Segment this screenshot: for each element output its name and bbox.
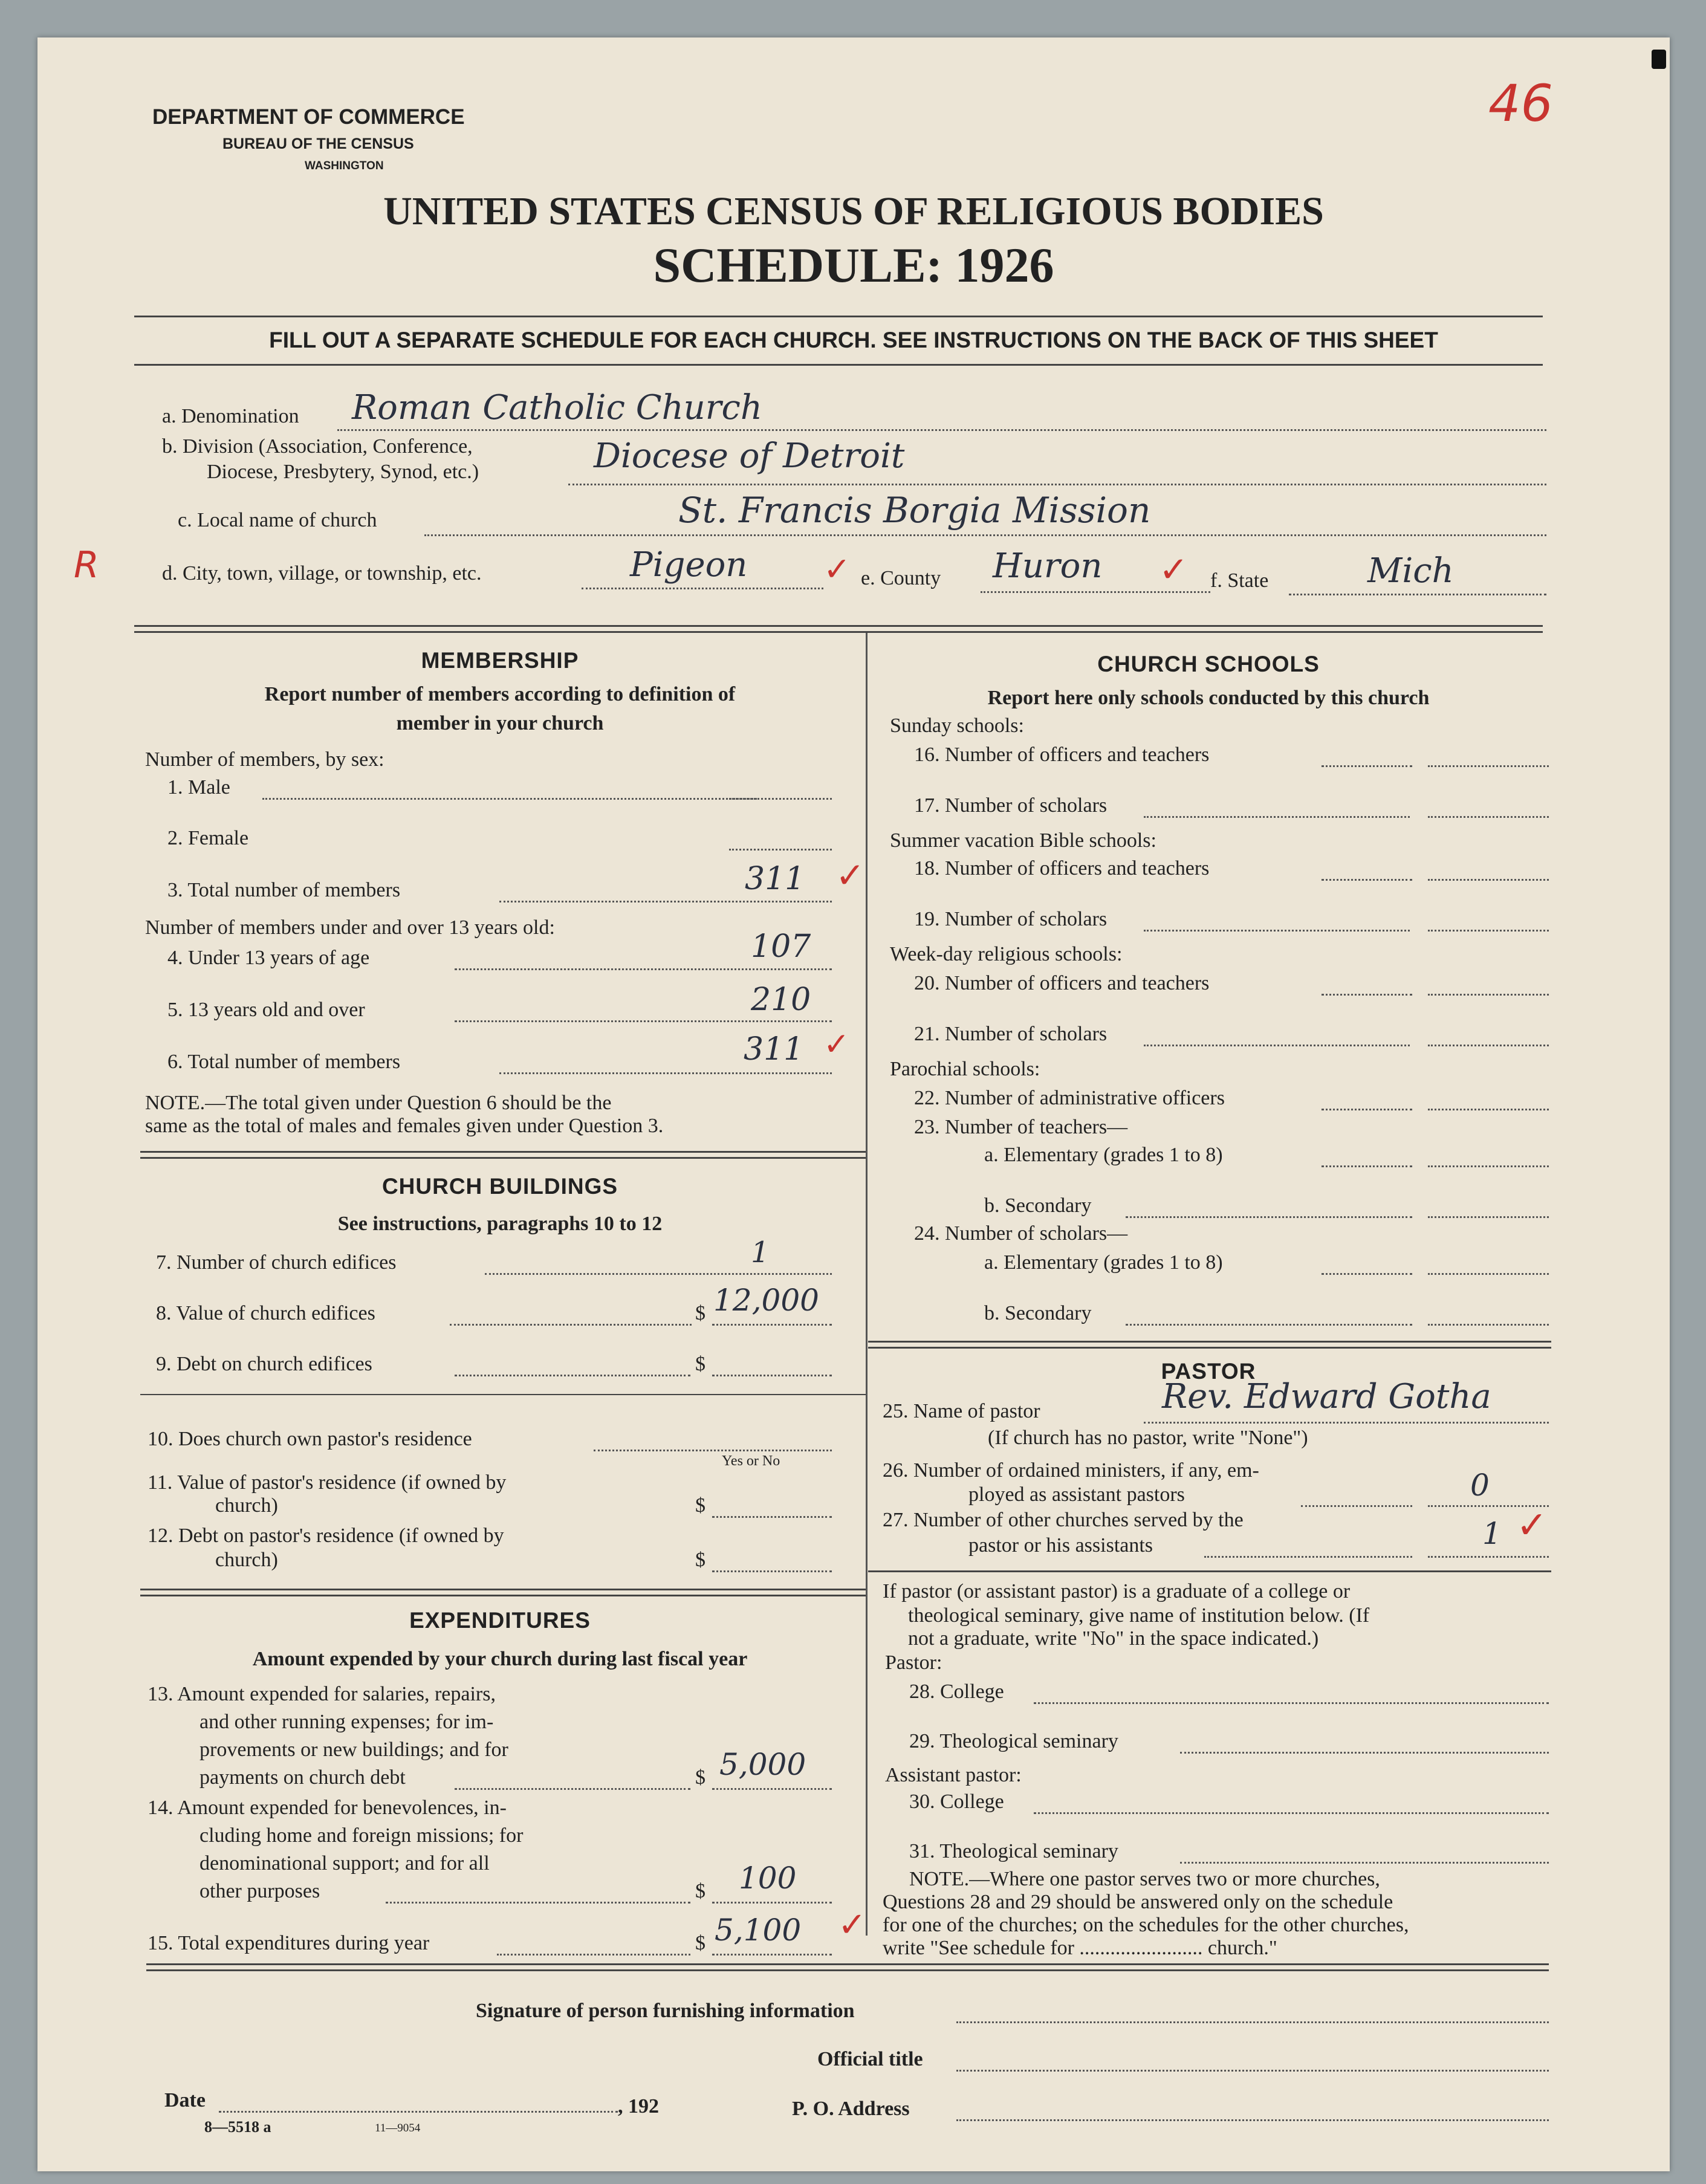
- signature-label: Signature of person furnishing information: [476, 2000, 855, 2022]
- q27-field[interactable]: [1428, 1556, 1549, 1558]
- membership-note-1: NOTE.—The total given under Question 6 should be the: [145, 1092, 612, 1114]
- q12-dollar: $: [695, 1549, 705, 1571]
- official-title-field[interactable]: [956, 2070, 1549, 2072]
- local-name-value: St. Francis Borgia Mission: [678, 490, 1151, 531]
- q9-dollar: $: [695, 1353, 705, 1375]
- by-sex-label: Number of members, by sex:: [145, 748, 384, 771]
- q15-dollar: $: [695, 1932, 705, 1954]
- divider: [868, 1570, 1551, 1572]
- q1-field[interactable]: [729, 798, 832, 800]
- q25-field[interactable]: [1144, 1422, 1549, 1424]
- q25-value: Rev. Edward Gotha: [1162, 1377, 1491, 1416]
- q21-leader: [1144, 1045, 1410, 1046]
- q19-label: 19. Number of scholars: [914, 908, 1108, 930]
- q9-label: 9. Debt on church edifices: [156, 1353, 372, 1375]
- q26-label-1: 26. Number of ordained ministers, if any, em-: [883, 1459, 1259, 1482]
- form-subtitle: SCHEDULE: 1926: [653, 238, 1054, 293]
- divider: [140, 1589, 866, 1590]
- q7-value: 1: [751, 1236, 770, 1269]
- membership-intro-1: Report number of members according to definition of: [264, 683, 736, 705]
- division-field[interactable]: [568, 484, 1546, 485]
- schools-sub: Report here only schools conducted by this church: [987, 687, 1430, 709]
- check-mark: ✓: [1516, 1503, 1548, 1547]
- q13-label-3: provements or new buildings; and for: [199, 1738, 508, 1761]
- graduate-note-3: not a graduate, write "No" in the space indicated.): [908, 1627, 1319, 1650]
- divider: [140, 1157, 866, 1159]
- q11-label-2: church): [215, 1494, 278, 1517]
- pastor-sub-label: Pastor:: [885, 1651, 942, 1674]
- q1-label: 1. Male: [167, 776, 230, 799]
- city-label: WASHINGTON: [305, 160, 384, 172]
- q27-label-1: 27. Number of other churches served by the: [883, 1509, 1244, 1531]
- graduate-note-2: theological seminary, give name of institution below. (If: [908, 1604, 1370, 1627]
- divider: [134, 631, 1543, 633]
- q4-label: 4. Under 13 years of age: [167, 947, 370, 969]
- check-mark: ✓: [838, 1905, 866, 1945]
- q21-field[interactable]: [1428, 1045, 1549, 1046]
- census-schedule-sheet: [37, 37, 1670, 2171]
- q14-value: 100: [739, 1861, 797, 1896]
- bureau-label: BUREAU OF THE CENSUS: [222, 135, 414, 152]
- q8-value: 12,000: [713, 1283, 819, 1318]
- page-number: 46: [1488, 74, 1553, 133]
- q13-leader: [455, 1788, 690, 1790]
- q29-field[interactable]: [1180, 1752, 1549, 1754]
- q12-field[interactable]: [712, 1570, 832, 1572]
- q7-field[interactable]: [485, 1273, 832, 1275]
- schools-title: CHURCH SCHOOLS: [1097, 652, 1320, 676]
- q16-field[interactable]: [1428, 765, 1549, 767]
- divider: [134, 364, 1543, 366]
- q12-label-2: church): [215, 1549, 278, 1571]
- q8-leader: [450, 1324, 692, 1326]
- q24b-field[interactable]: [1428, 1324, 1549, 1326]
- q4-field[interactable]: [455, 968, 832, 970]
- city-town-value: Pigeon: [630, 545, 748, 585]
- membership-title: MEMBERSHIP: [421, 648, 579, 673]
- city-town-field[interactable]: [582, 588, 823, 589]
- denomination-label: a. Denomination: [162, 405, 299, 427]
- q20-leader: [1322, 994, 1412, 996]
- q30-field[interactable]: [1034, 1812, 1549, 1814]
- q20-field[interactable]: [1428, 994, 1549, 996]
- department-label: DEPARTMENT OF COMMERCE: [152, 105, 465, 129]
- q15-label: 15. Total expenditures during year: [148, 1932, 430, 1954]
- q18-leader: [1322, 879, 1412, 881]
- membership-note-2: same as the total of males and females given under Question 3.: [145, 1115, 664, 1137]
- q20-label: 20. Number of officers and teachers: [914, 972, 1210, 994]
- q27-value: 1: [1482, 1516, 1502, 1551]
- q8-label: 8. Value of church edifices: [156, 1302, 375, 1324]
- po-address-label: P. O. Address: [792, 2098, 910, 2120]
- q9-leader: [455, 1375, 690, 1376]
- q31-field[interactable]: [1180, 1862, 1549, 1864]
- check-mark: ✓: [1159, 549, 1189, 590]
- q1-leader: [262, 798, 757, 800]
- q8-dollar: $: [695, 1302, 705, 1324]
- weekday-label: Week-day religious schools:: [890, 943, 1123, 965]
- divider: [146, 1969, 1549, 1971]
- q26-leader: [1301, 1505, 1412, 1507]
- check-mark: ✓: [823, 550, 851, 588]
- q27-label-2: pastor or his assistants: [968, 1534, 1153, 1557]
- q26-label-2: ployed as assistant pastors: [968, 1483, 1185, 1506]
- pastor-note-4: write "See schedule for ........................ church.": [883, 1937, 1277, 1959]
- check-mark: ✓: [823, 1026, 850, 1063]
- q14-dollar: $: [695, 1880, 705, 1902]
- denomination-value: Roman Catholic Church: [352, 388, 762, 427]
- assistant-sub-label: Assistant pastor:: [885, 1764, 1022, 1786]
- q6-label: 6. Total number of members: [167, 1051, 401, 1073]
- q13-value: 5,000: [719, 1747, 806, 1782]
- q6-value: 311: [744, 1031, 804, 1068]
- q24a-leader: [1322, 1273, 1412, 1275]
- divider: [140, 1394, 866, 1395]
- buildings-title: CHURCH BUILDINGS: [381, 1174, 618, 1199]
- q16-label: 16. Number of officers and teachers: [914, 744, 1210, 766]
- punch-mark: [1652, 50, 1666, 69]
- date-label: Date: [164, 2089, 206, 2111]
- parochial-label: Parochial schools:: [890, 1058, 1040, 1080]
- q31-label: 31. Theological seminary: [909, 1840, 1118, 1862]
- expenditures-sub: Amount expended by your church during last fiscal year: [252, 1648, 748, 1670]
- q14-leader: [386, 1902, 690, 1904]
- q24b-label: b. Secondary: [984, 1302, 1092, 1324]
- q23a-label: a. Elementary (grades 1 to 8): [984, 1144, 1223, 1166]
- q17-field[interactable]: [1428, 816, 1549, 818]
- divider: [140, 1595, 866, 1596]
- q2-field[interactable]: [729, 849, 832, 851]
- division-label-1: b. Division (Association, Conference,: [162, 435, 473, 458]
- q24b-leader: [1126, 1324, 1412, 1326]
- q22-field[interactable]: [1428, 1109, 1549, 1110]
- q5-field[interactable]: [455, 1020, 832, 1022]
- q25-note: (If church has no pastor, write "None"): [988, 1427, 1308, 1449]
- divider: [134, 316, 1543, 317]
- denomination-field[interactable]: [337, 429, 1546, 431]
- q21-label: 21. Number of scholars: [914, 1023, 1108, 1045]
- divider: [146, 1963, 1549, 1965]
- check-mark: ✓: [835, 855, 865, 896]
- local-name-label: c. Local name of church: [178, 509, 377, 531]
- q24-label: 24. Number of scholars—: [914, 1222, 1128, 1245]
- date-field[interactable]: [219, 2111, 618, 2113]
- divider: [134, 625, 1543, 627]
- q25-label: 25. Name of pastor: [883, 1400, 1040, 1422]
- q13-label-2: and other running expenses; for im-: [199, 1711, 494, 1733]
- q18-label: 18. Number of officers and teachers: [914, 857, 1210, 880]
- print-number: 11—9054: [375, 2122, 421, 2134]
- yes-no-hint: Yes or No: [722, 1453, 780, 1469]
- column-divider: [866, 633, 868, 1936]
- q10-label: 10. Does church own pastor's residence: [148, 1428, 472, 1450]
- q28-label: 28. College: [909, 1680, 1004, 1703]
- q22-leader: [1322, 1109, 1412, 1110]
- q23b-label: b. Secondary: [984, 1194, 1092, 1217]
- q11-dollar: $: [695, 1494, 705, 1517]
- signature-field[interactable]: [956, 2021, 1549, 2023]
- county-value: Huron: [993, 546, 1103, 586]
- q12-label-1: 12. Debt on pastor's residence (if owned by: [148, 1525, 504, 1547]
- state-field[interactable]: [1289, 594, 1546, 595]
- division-label-2: Diocese, Presbytery, Synod, etc.): [207, 461, 479, 483]
- county-field[interactable]: [981, 591, 1210, 593]
- q3-field[interactable]: [499, 901, 832, 902]
- form-instruction: FILL OUT A SEPARATE SCHEDULE FOR EACH CHURCH. SEE INSTRUCTIONS ON THE BACK OF THIS SHEET: [269, 328, 1438, 352]
- q14-label-3: denominational support; and for all: [199, 1852, 490, 1875]
- q22-label: 22. Number of administrative officers: [914, 1087, 1225, 1109]
- q14-field[interactable]: [712, 1902, 832, 1904]
- margin-mark: R: [74, 544, 99, 586]
- city-town-label: d. City, town, village, or township, etc.: [162, 562, 482, 585]
- q28-field[interactable]: [1034, 1702, 1549, 1704]
- q13-field[interactable]: [712, 1788, 832, 1790]
- q3-value: 311: [745, 861, 805, 897]
- q13-dollar: $: [695, 1766, 705, 1789]
- pastor-note-3: for one of the churches; on the schedules for the other churches,: [883, 1914, 1409, 1936]
- q19-leader: [1144, 930, 1410, 932]
- q23a-field[interactable]: [1428, 1165, 1549, 1167]
- q13-label-1: 13. Amount expended for salaries, repairs,: [148, 1683, 496, 1705]
- q8-field[interactable]: [712, 1324, 832, 1326]
- graduate-note-1: If pastor (or assistant pastor) is a graduate of a college or: [883, 1580, 1351, 1602]
- q30-label: 30. College: [909, 1790, 1004, 1813]
- q11-field[interactable]: [712, 1516, 832, 1518]
- q13-label-4: payments on church debt: [199, 1766, 406, 1789]
- pastor-title: PASTOR: [1161, 1359, 1256, 1384]
- q24a-field[interactable]: [1428, 1273, 1549, 1275]
- form-number: 8—5518 a: [204, 2118, 271, 2136]
- form-title: UNITED STATES CENSUS OF RELIGIOUS BODIES: [383, 189, 1324, 233]
- membership-intro-2: member in your church: [396, 712, 604, 734]
- q10-field[interactable]: [594, 1450, 832, 1451]
- divider: [140, 1151, 866, 1153]
- q23-label: 23. Number of teachers—: [914, 1116, 1128, 1138]
- q17-leader: [1144, 816, 1410, 818]
- q11-label-1: 11. Value of pastor's residence (if owned by: [148, 1471, 507, 1494]
- q14-label-4: other purposes: [199, 1880, 320, 1902]
- official-title-label: Official title: [817, 2048, 923, 2070]
- q4-value: 107: [751, 928, 811, 965]
- q14-label-2: cluding home and foreign missions; for: [199, 1824, 524, 1847]
- q2-label: 2. Female: [167, 827, 249, 849]
- sunday-label: Sunday schools:: [890, 714, 1024, 737]
- state-value: Mich: [1367, 551, 1454, 591]
- division-value: Diocese of Detroit: [594, 436, 905, 476]
- local-name-field[interactable]: [424, 534, 1546, 536]
- buildings-sub: See instructions, paragraphs 10 to 12: [337, 1213, 663, 1235]
- q27-leader: [1204, 1556, 1412, 1558]
- q7-label: 7. Number of church edifices: [156, 1251, 397, 1274]
- q18-field[interactable]: [1428, 879, 1549, 881]
- county-label: e. County: [861, 567, 941, 589]
- q15-field[interactable]: [712, 1954, 832, 1956]
- q15-value: 5,100: [715, 1913, 802, 1948]
- q23b-leader: [1126, 1216, 1412, 1218]
- q24a-label: a. Elementary (grades 1 to 8): [984, 1251, 1223, 1274]
- expenditures-title: EXPENDITURES: [409, 1608, 591, 1633]
- q14-label-1: 14. Amount expended for benevolences, in-: [148, 1797, 507, 1819]
- year-label: , 192: [618, 2095, 659, 2118]
- q9-field[interactable]: [712, 1375, 832, 1376]
- q5-value: 210: [751, 982, 811, 1018]
- divider: [868, 1347, 1551, 1349]
- q23b-field[interactable]: [1428, 1216, 1549, 1218]
- q19-field[interactable]: [1428, 930, 1549, 932]
- q16-leader: [1322, 765, 1412, 767]
- divider: [868, 1341, 1551, 1343]
- state-label: f. State: [1210, 569, 1269, 592]
- q26-value: 0: [1470, 1468, 1490, 1503]
- summer-label: Summer vacation Bible schools:: [890, 829, 1156, 852]
- by-age-label: Number of members under and over 13 years old:: [145, 916, 555, 939]
- q6-field[interactable]: [499, 1072, 832, 1074]
- q29-label: 29. Theological seminary: [909, 1730, 1118, 1752]
- pastor-note-1: NOTE.—Where one pastor serves two or more churches,: [909, 1868, 1380, 1890]
- q3-label: 3. Total number of members: [167, 879, 401, 901]
- q5-label: 5. 13 years old and over: [167, 999, 365, 1021]
- q23a-leader: [1322, 1165, 1412, 1167]
- q15-leader: [497, 1954, 690, 1956]
- q17-label: 17. Number of scholars: [914, 794, 1108, 817]
- po-address-field[interactable]: [956, 2119, 1549, 2121]
- pastor-note-2: Questions 28 and 29 should be answered only on the schedule: [883, 1891, 1393, 1913]
